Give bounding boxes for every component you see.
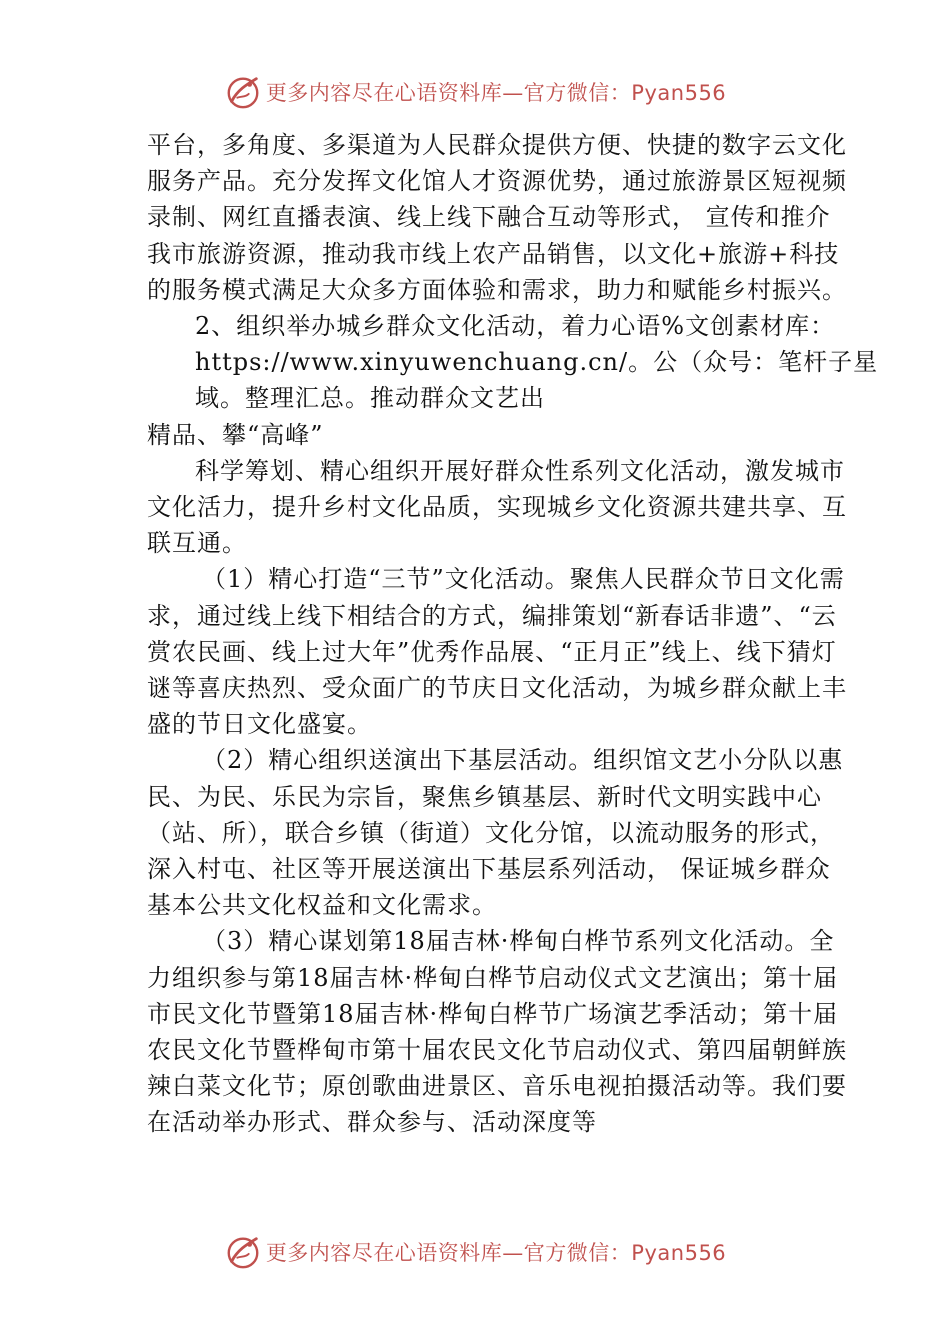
- section-heading-line-4: 精品、攀“高峰”: [147, 420, 324, 449]
- header-watermark-banner: [0, 72, 950, 112]
- brand-logo-icon: [224, 1233, 262, 1271]
- paragraph-grassroots-performances: （2）精心组织送演出下基层活动。组织馆文艺小分队以惠民、为民、乐民为宗旨，聚焦乡镇基层、新时代文明实践中心（站、所），联合乡镇（街道）文化分馆，以流动服务的形式，深入村屯、社区等开展送演出下基层系列活动， 保证城乡群众基本公共文化权益和文化需求。: [147, 746, 844, 920]
- footer-banner-text: 更多内容尽在心语资料库—官方微信：Pyan556: [265, 1241, 727, 1265]
- section-heading-line-3: 域。整理汇总。推动群众文艺出: [195, 384, 545, 413]
- paragraph-birch-festival: （3）精心谋划第18届吉林·桦甸白桦节系列文化活动。全力组织参与第18届吉林·桦甸白桦节启动仪式文艺演出；第十届市民文化节暨第18届吉林·桦甸白桦节广场演艺季活动；第十届农民文化节暨桦甸市第十届农民文化节启动仪式、第四届朝鲜族辣白菜文化节；原创歌曲进景区、音乐电视拍摄活动等。我们要在活动举办形式、群众参与、活动深度等: [147, 927, 847, 1137]
- document-body: [147, 127, 879, 1141]
- paragraph-three-festivals: （1）精心打造“三节”文化活动。聚焦人民群众节日文化需求，通过线上线下相结合的方式，编排策划“新春话非遗”、“云赏农民画、线上过大年”优秀作品展、“正月正”线上、线下猜灯谜等喜庆热烈、受众面广的节庆日文化活动，为城乡群众献上丰盛的节日文化盛宴。: [147, 565, 847, 739]
- section-heading-url-line: https://www.xinyuwenchuang.cn/。公（众号：笔杆子星: [195, 348, 879, 377]
- header-banner-text: 更多内容尽在心语资料库—官方微信：Pyan556: [265, 81, 727, 105]
- paragraph-activity-planning: 科学筹划、精心组织开展好群众性系列文化活动，激发城市文化活力，提升乡村文化品质，实现城乡文化资源共建共享、互联互通。: [147, 456, 847, 558]
- paragraph-digital-services: 平台，多角度、多渠道为人民群众提供方便、快捷的数字云文化服务产品。充分发挥文化馆人才资源优势，通过旅游景区短视频录制、网红直播表演、线上线下融合互动等形式， 宣传和推介我市旅游资源，推动我市线上农产品销售，以文化+旅游+科技的服务模式满足大众多方面体验和需求，助力和赋能乡村振兴。: [147, 131, 847, 304]
- brand-logo-icon: [224, 73, 262, 111]
- footer-watermark-banner: [0, 1232, 950, 1272]
- section-heading-line-1: 2、组织举办城乡群众文化活动，着力心语%文创素材库：: [195, 312, 836, 341]
